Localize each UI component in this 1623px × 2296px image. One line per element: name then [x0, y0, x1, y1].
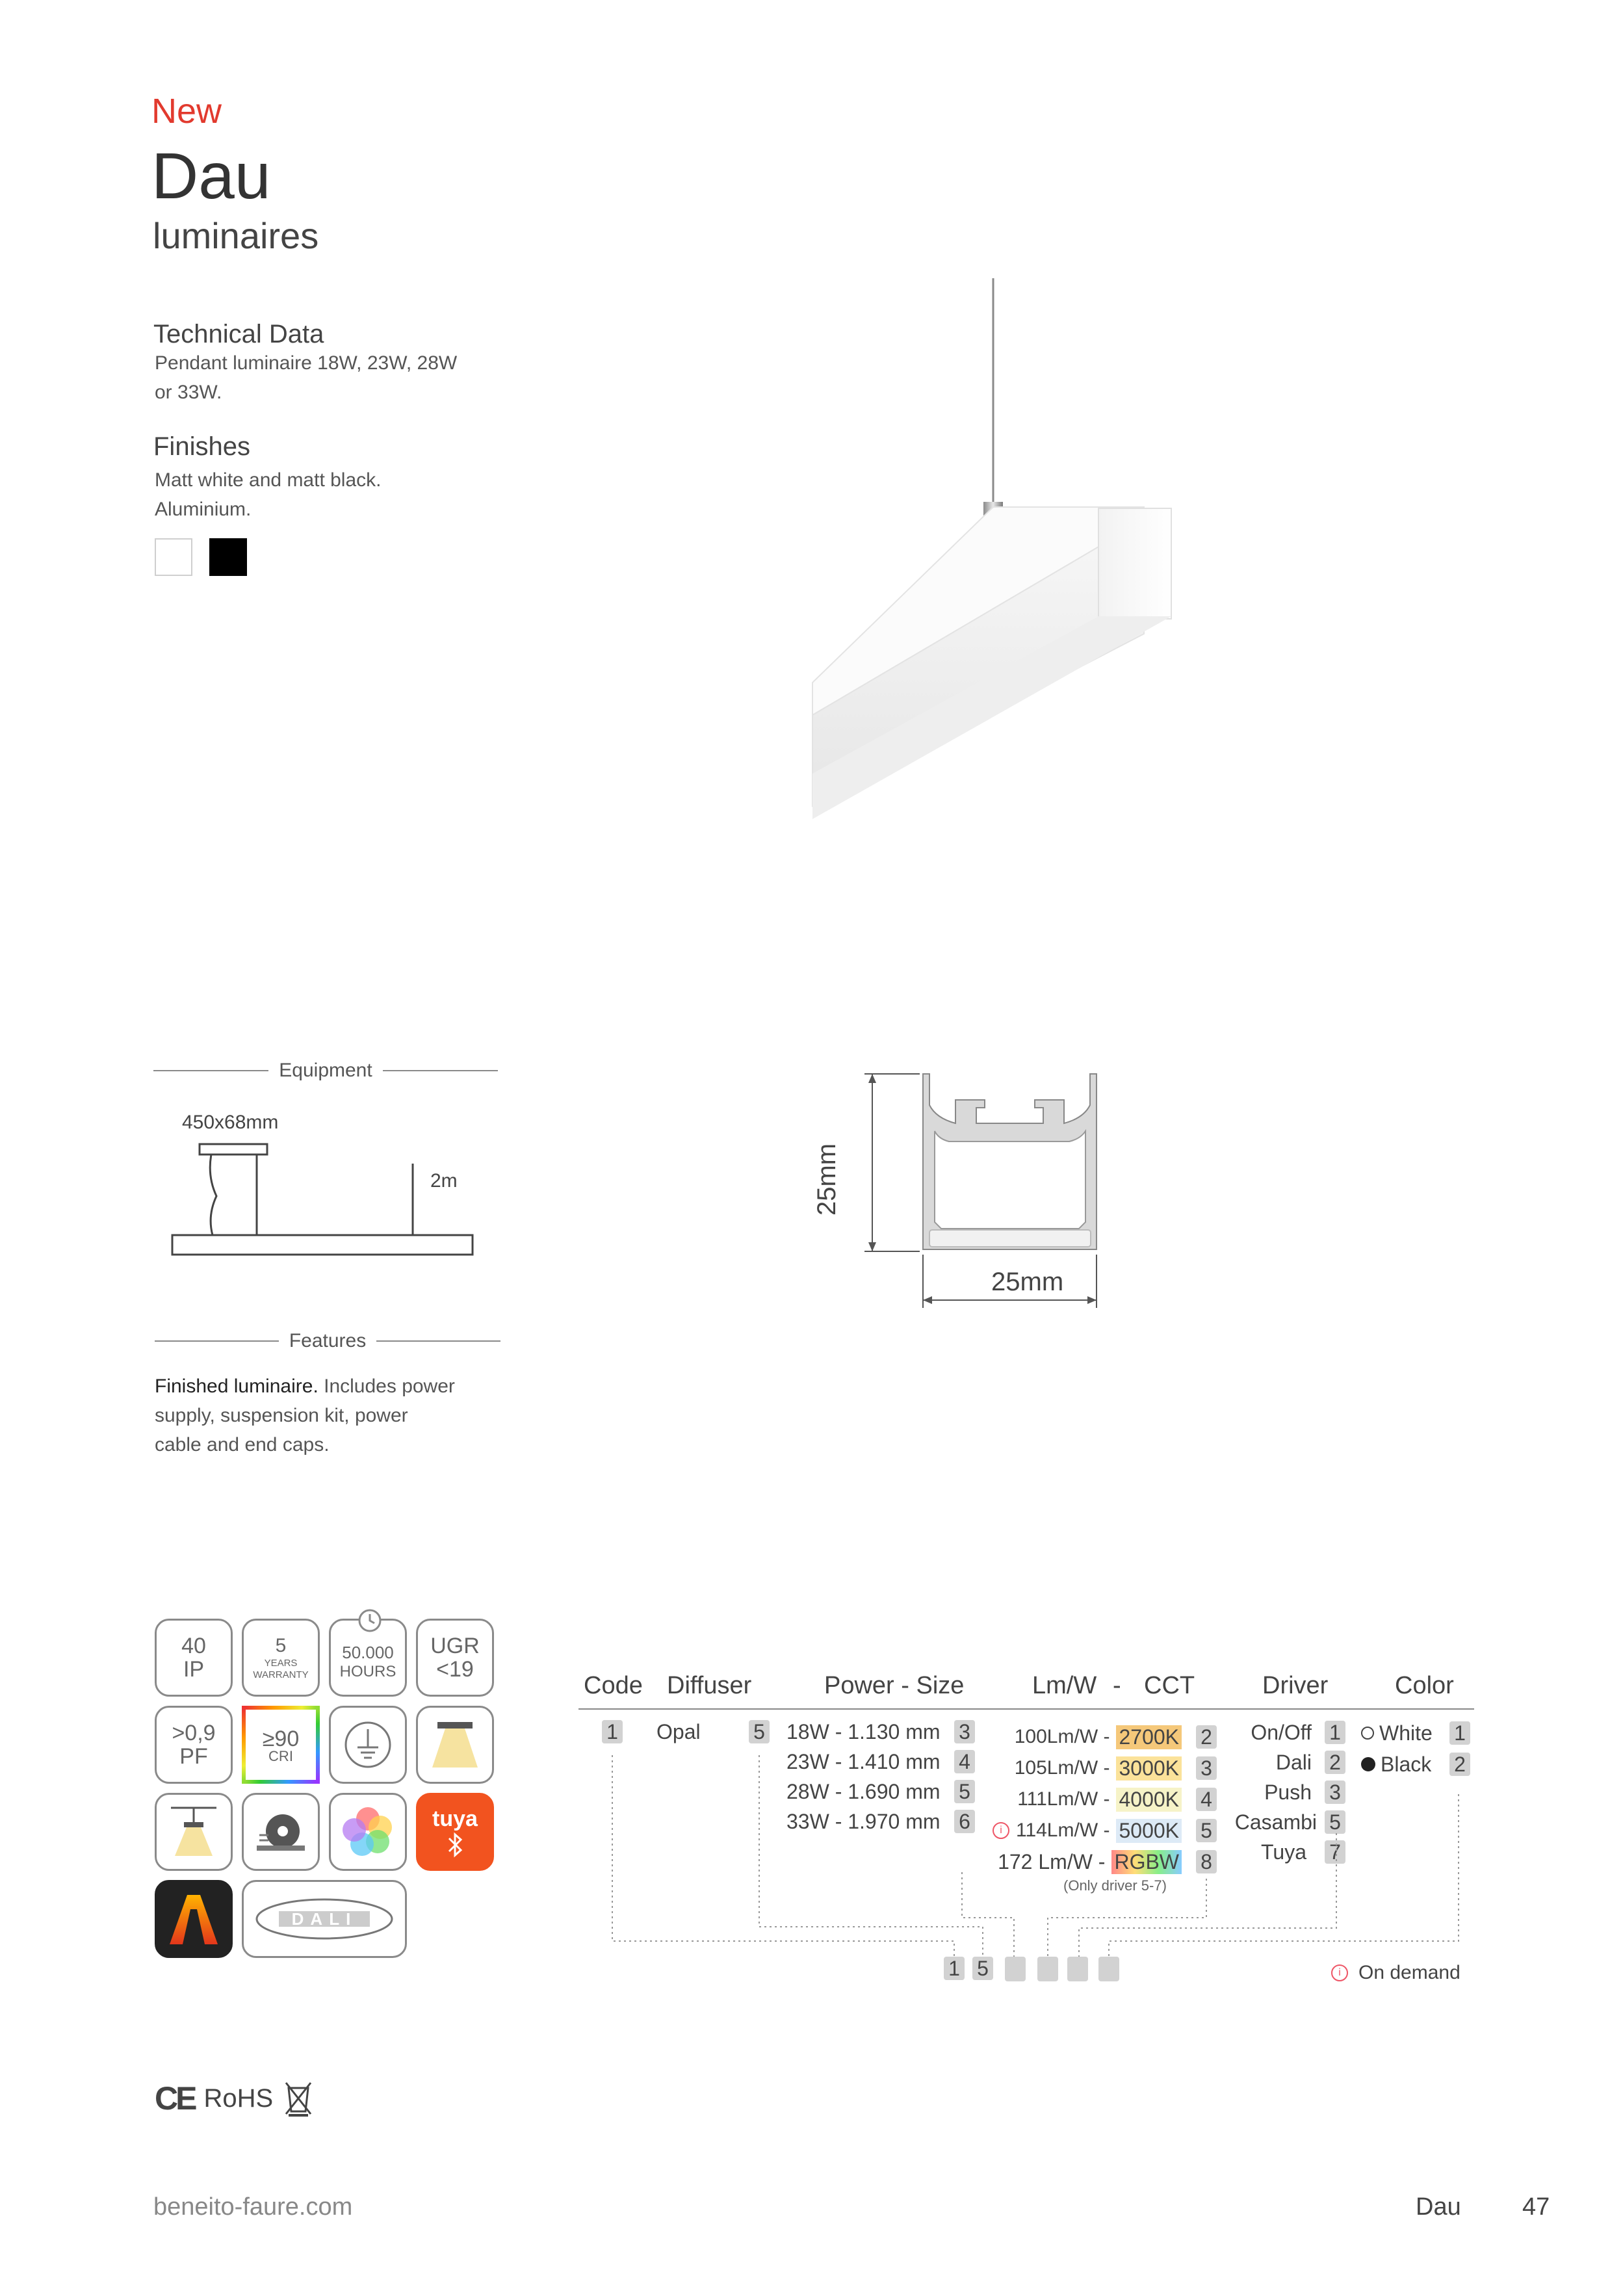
- ground-class-icon: [329, 1706, 407, 1784]
- power-row: 18W - 1.130 mm 3: [786, 1720, 975, 1750]
- downlight-icon: [416, 1706, 494, 1784]
- product-title: Dau: [151, 140, 271, 213]
- features-text: Finished luminaire. Includes power supply, suspension kit, power cable and end caps.: [155, 1376, 455, 1455]
- power-row: 28W - 1.690 mm 5: [786, 1780, 975, 1810]
- header-color: Color: [1395, 1672, 1454, 1699]
- footer-product: Dau: [1416, 2193, 1461, 2221]
- cct-row: 172 Lm/W - RGBW 8: [988, 1846, 1217, 1877]
- technical-text: Pendant luminaire 18W, 23W, 28W or 33W.: [155, 352, 458, 403]
- on-demand-legend: i On demand: [1331, 1962, 1461, 1984]
- weee-bin-icon: [282, 2079, 315, 2118]
- header-diffuser: Diffuser: [667, 1672, 752, 1699]
- tuya-icon: tuya: [416, 1793, 494, 1871]
- cut-to-size-icon: [242, 1793, 320, 1871]
- cct-row: 111Lm/W - 4000K 4: [988, 1784, 1217, 1815]
- finishes-heading: Finishes: [153, 432, 250, 461]
- diffuser-code: 5: [749, 1720, 770, 1743]
- driver-row: Dali 2: [1222, 1747, 1345, 1777]
- certifications: [155, 2079, 315, 2118]
- page-number: 47: [1522, 2193, 1550, 2221]
- code-slot-3: [1005, 1957, 1026, 1981]
- canopy-size-label: 450x68mm: [182, 1112, 279, 1133]
- info-icon: i: [1331, 1964, 1348, 1981]
- code-value: 1: [602, 1720, 623, 1743]
- product-photo: [780, 273, 1202, 858]
- cct-row: i 114Lm/W - 5000K 5: [988, 1815, 1217, 1846]
- power-row: 33W - 1.970 mm 6: [786, 1810, 975, 1840]
- code-slot-5: [1067, 1957, 1088, 1981]
- ip-rating-icon: 40 IP: [155, 1619, 233, 1697]
- driver-row: On/Off 1: [1222, 1717, 1345, 1747]
- ugr-icon: UGR <19: [416, 1619, 494, 1697]
- cable-length-label: 2m: [430, 1170, 458, 1192]
- warranty-icon: 5 YEARS WARRANTY: [242, 1619, 320, 1697]
- profile-width-label: 25mm: [991, 1268, 1064, 1296]
- table-header-rule: [578, 1708, 1474, 1710]
- ce-mark: CE: [155, 2080, 195, 2117]
- rgbw-icon: [329, 1793, 407, 1871]
- code-slot-1: 1: [944, 1957, 965, 1980]
- hours-icon: 50.000 HOURS: [329, 1619, 407, 1697]
- header-lmw: Lm/W: [1032, 1672, 1097, 1699]
- on-demand-icon: i: [993, 1822, 1009, 1839]
- footer-website[interactable]: beneito-faure.com: [153, 2193, 353, 2221]
- code-connectors: [578, 1742, 1475, 1963]
- rgbw-note: (Only driver 5-7): [1063, 1877, 1167, 1894]
- rohs-mark: RoHS: [203, 2083, 274, 2113]
- driver-row: Push 3: [1222, 1777, 1345, 1807]
- features-divider: Features: [155, 1330, 500, 1352]
- driver-row: Casambi 5: [1222, 1807, 1345, 1837]
- product-subtitle: luminaires: [153, 215, 319, 256]
- power-row: 23W - 1.410 mm 4: [786, 1750, 975, 1780]
- color-row: Black 2: [1361, 1749, 1470, 1780]
- equipment-diagram: [166, 1138, 484, 1261]
- header-driver: Driver: [1262, 1672, 1329, 1699]
- profile-diagram: [825, 1066, 1124, 1313]
- header-code: Code: [584, 1672, 643, 1699]
- header-power: Power - Size: [824, 1672, 965, 1699]
- cct-row: 105Lm/W - 3000K 3: [988, 1753, 1217, 1784]
- equipment-divider: Equipment: [153, 1060, 498, 1082]
- white-dot-icon: [1361, 1727, 1374, 1740]
- swatch-black: [209, 538, 247, 576]
- code-slot-4: [1037, 1957, 1058, 1981]
- new-badge: New: [151, 92, 222, 131]
- cct-row: 100Lm/W - 2700K 2: [988, 1721, 1217, 1753]
- cri-icon: ≥90 CRI: [242, 1706, 320, 1784]
- code-slot-2: 5: [972, 1957, 993, 1980]
- diffuser-label: Opal: [656, 1720, 701, 1743]
- header-dash: -: [1113, 1672, 1121, 1699]
- swatch-white: [155, 538, 192, 576]
- code-slot-6: [1098, 1957, 1119, 1981]
- profile-height-label: 25mm: [812, 1143, 841, 1216]
- technical-heading: Technical Data: [153, 320, 324, 348]
- app-icon: [155, 1880, 233, 1958]
- driver-row: Tuya 7: [1222, 1837, 1345, 1867]
- dali-logo-icon: DALI: [242, 1880, 407, 1958]
- color-row: White 1: [1361, 1717, 1470, 1749]
- pendant-light-icon: [155, 1793, 233, 1871]
- power-factor-icon: >0,9 PF: [155, 1706, 233, 1784]
- finishes-text: Matt white and matt black. Aluminium.: [155, 469, 382, 520]
- header-cct: CCT: [1144, 1672, 1195, 1699]
